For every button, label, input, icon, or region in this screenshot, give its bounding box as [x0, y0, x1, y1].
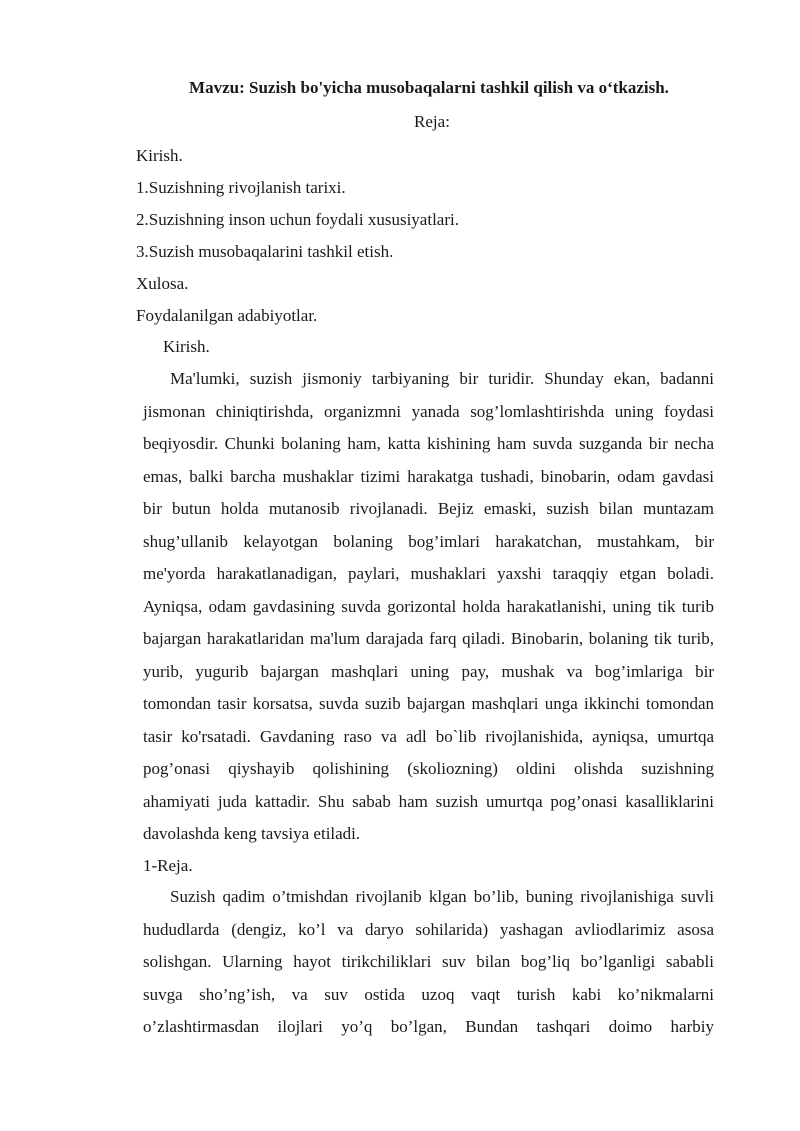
intro-heading: Kirish. — [163, 337, 210, 356]
paragraph-line: tasir ko'rsatadi. Gavdaning raso va adl bo`lib rivojlanishida, ayniqsa, umurtqa — [143, 726, 714, 746]
paragraph-line: yurib, yugurib bajargan mashqlari uning pay, mushak va bog’imlariga bir — [143, 661, 714, 681]
paragraph-line: shug’ullanib kelayotgan bolaning bog’imlari harakatchan, mustahkam, bir — [143, 531, 714, 551]
paragraph-line: bajargan harakatlaridan ma'lum darajada farq qiladi. Binobarin, bolaning tik turib, — [143, 629, 714, 648]
paragraph-line: bir butun holda mutanosib rivojlanadi. Bejiz emaski, suzish bilan muntazam — [143, 499, 714, 518]
paragraph-line: ahamiyati juda kattadir. Shu sabab ham suzish umurtqa pog’onasi kasalliklarini — [143, 791, 714, 811]
section1-heading: 1-Reja. — [143, 856, 193, 875]
section1-paragraph — [116, 881, 714, 1044]
paragraph-line: o’zlashtirmasdan ilojlari yo’q bo’lgan, Bundan tashqari doimo harbiy — [143, 1017, 714, 1036]
plan-heading: Reja: — [414, 112, 450, 131]
plan-item: 1.Suzishning rivojlanish tarixi. — [136, 178, 346, 197]
plan-item: 3.Suzish musobaqalarini tashkil etish. — [136, 242, 394, 261]
paragraph-line: davolashda keng tavsiya etiladi. — [143, 824, 361, 843]
paragraph-line: solishgan. Ularning hayot tirikchiliklari suv bilan bog’liq bo’lganligi sababli — [143, 952, 714, 971]
paragraph-line: pog’onasi qiyshayib qolishining (skoliozning) oldini olishda suzishning — [143, 759, 714, 778]
paragraph-line: jismonan chiniqtirishda, organizmni yanada sog’lomlashtirishda uning foydasi — [143, 401, 714, 421]
paragraph-line: Suzish qadim o’tmishdan rivojlanib klgan bo’lib, buning rivojlanishiga suvli — [170, 887, 714, 906]
paragraph-line: Ma'lumki, suzish jismoniy tarbiyaning bir turidir. Shunday ekan, badanni — [170, 369, 714, 388]
paragraph-line: me'yorda harakatlanadigan, paylari, mushaklari yaxshi taraqqiy etgan boladi. — [143, 564, 714, 583]
plan-item: 2.Suzishning inson uchun foydali xususiyatlari. — [136, 210, 459, 229]
paragraph-line: tomondan tasir korsatsa, suvda suzib bajargan mashqlari unga ikkinchi tomondan — [143, 694, 714, 713]
plan-item: Kirish. — [136, 146, 183, 165]
paragraph-line: emas, balki barcha mushaklar tizimi harakatga tushadi, binobarin, odam gavdasi — [143, 466, 714, 486]
plan-item: Xulosa. — [136, 274, 189, 293]
paragraph-line: Ayniqsa, odam gavdasining suvda gorizontal holda harakatlanishi, uning tik turib — [143, 596, 714, 616]
paragraph-line: suvga sho’ng’ish, va suv ostida uzoq vaqt turish kabi ko’nikmalarni — [143, 984, 714, 1004]
document-title: Mavzu: Suzish bo'yicha musobaqalarni tashkil qilish va o‘tkazish. — [189, 78, 669, 97]
plan-list — [136, 140, 459, 332]
paragraph-line: beqiyosdir. Chunki bolaning ham, katta kishining ham suvda suzganda bir necha — [143, 434, 714, 453]
plan-item: Foydalanilgan adabiyotlar. — [136, 306, 318, 325]
intro-paragraph — [116, 363, 714, 851]
paragraph-line: hududlarda (dengiz, ko’l va daryo sohilarida) yashagan avliodlarimiz asosa — [143, 919, 714, 939]
